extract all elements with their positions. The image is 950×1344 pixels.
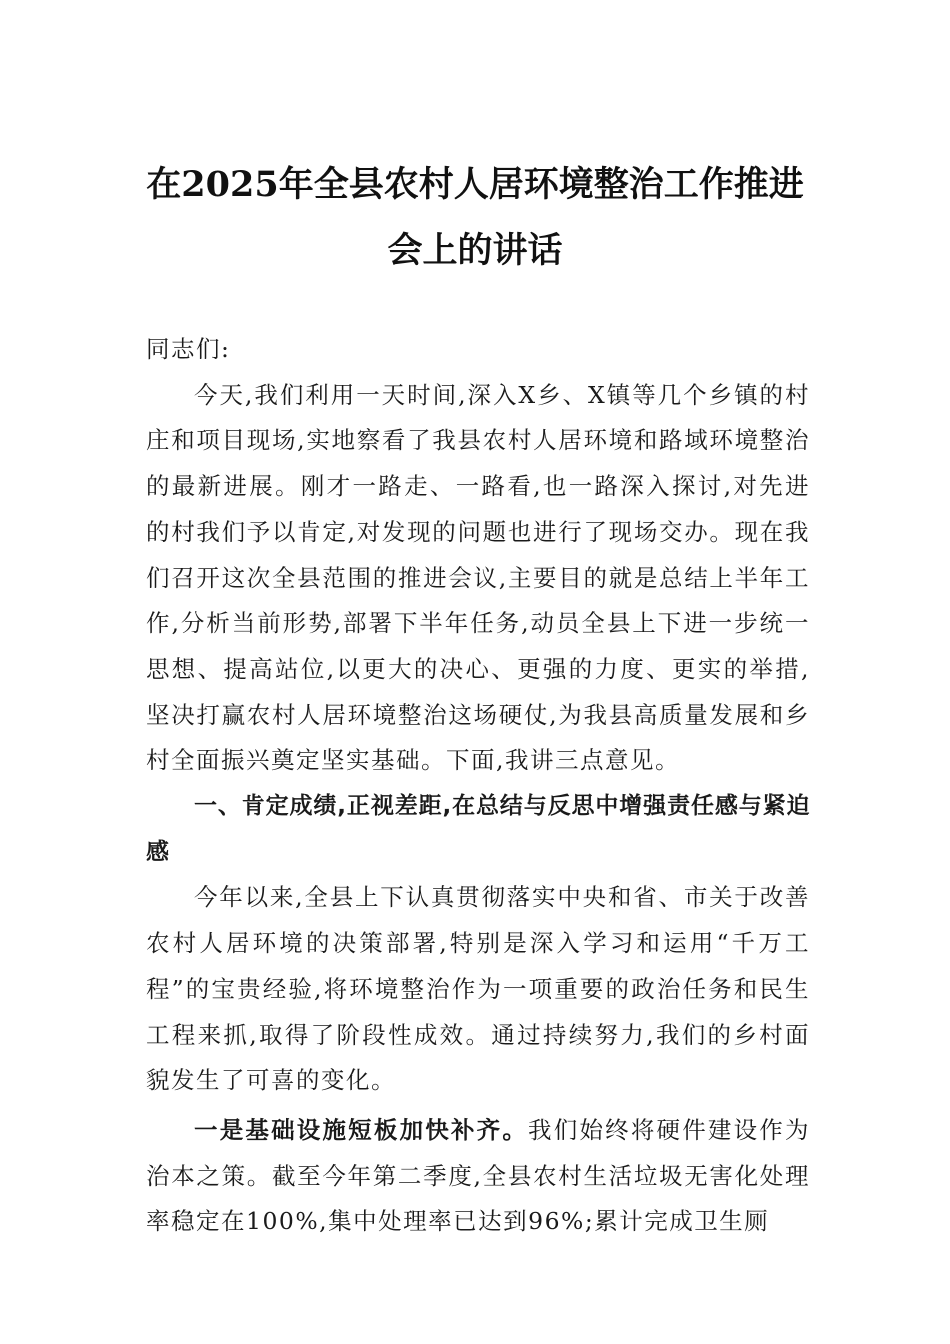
section-paragraph: 今年以来,全县上下认真贯彻落实中央和省、市关于改善农村人居环境的决策部署,特别是深入学习和运用“千万工程”的宝贵经验,将环境整治作为一项重要的政治任务和民生工程来抓,取得了阶段性成效。通过持续努力,我们的乡村面貌发生了可喜的变化。: [146, 883, 810, 1095]
title-line-2: 会上的讲话: [387, 230, 563, 271]
title-line-1: 在2025年全县农村人居环境整治工作推进: [146, 164, 804, 205]
section-heading: 一、肯定成绩,正视差距,在总结与反思中增强责任感与紧迫感: [146, 793, 810, 865]
point-one-lead: 一是基础设施短板加快补齐。: [194, 1115, 529, 1144]
greeting: 同志们:: [146, 335, 231, 363]
intro-paragraph: 今天,我们利用一天时间,深入X乡、X镇等几个乡镇的村庄和项目现场,实地察看了我县农村人居环境和路域环境整治的最新进展。刚才一路走、一路看,也一路深入探讨,对先进的村我们予以肯定,对发现的问题也进行了现场交办。现在我们召开这次全县范围的推进会议,主要目的就是总结上半年工作,分析当前形势,部署下半年任务,动员全县上下进一步统一思想、提高站位,以更大的决心、更强的力度、更实的举措,坚决打赢农村人居环境整治这场硬仗,为我县高质量发展和乡村全面振兴奠定坚实基础。下面,我讲三点意见。: [146, 380, 810, 775]
document-title: [120, 152, 830, 284]
document-body: [146, 327, 810, 1245]
point-one-text: 我们始终将硬件建设作为治本之策。截至今年第二季度,全县农村生活垃圾无害化处理率稳定在100%,集中处理率已达到96%;累计完成卫生厕: [146, 1115, 811, 1236]
point-one-paragraph: [146, 1108, 810, 1245]
